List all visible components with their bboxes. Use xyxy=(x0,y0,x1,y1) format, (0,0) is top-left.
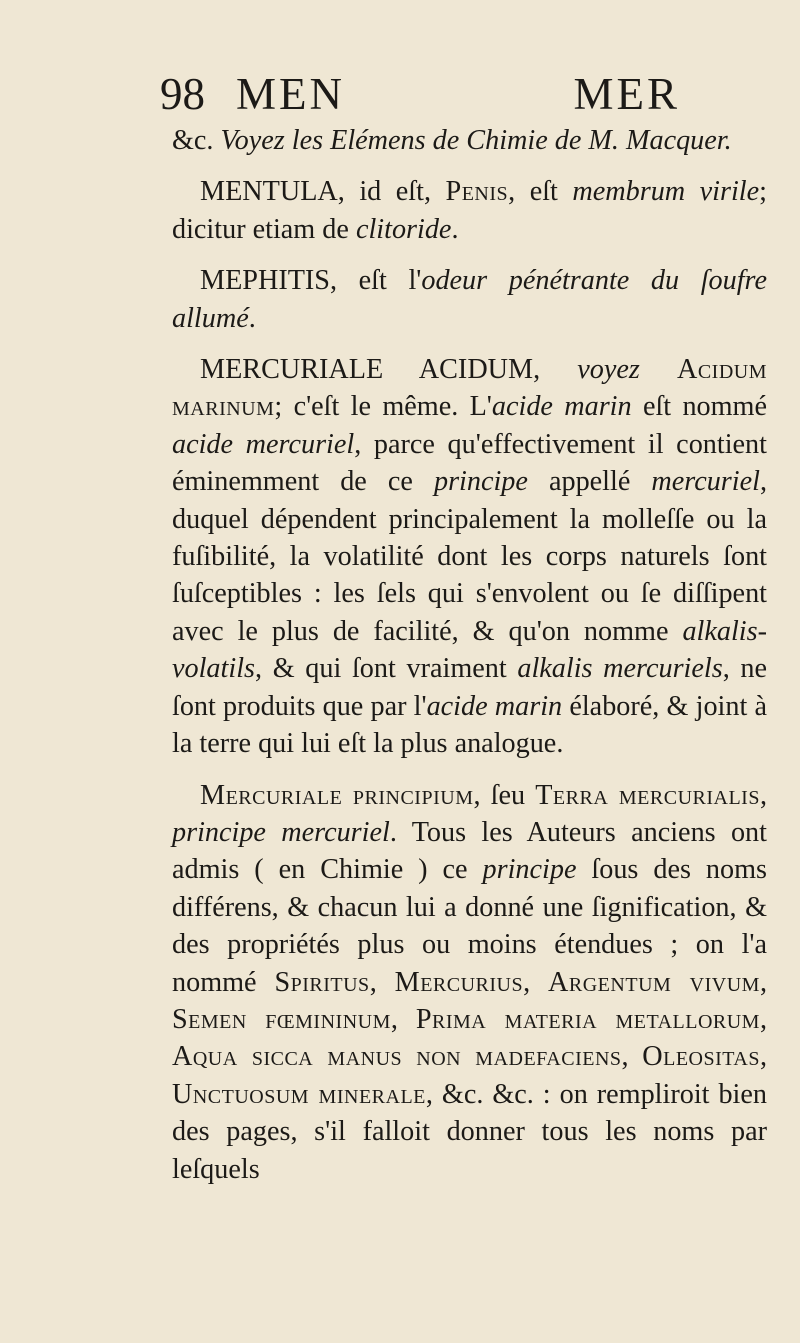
italic-term: clitoride xyxy=(355,213,452,245)
entry-headword: Mercuriale principium xyxy=(200,779,474,811)
italic-term: mercuriel xyxy=(651,466,760,498)
entry-text: . xyxy=(248,302,256,334)
italic-term: membrum virile xyxy=(572,176,760,208)
italic-term: acide marin xyxy=(426,690,563,722)
continuation-lead: &c. xyxy=(172,125,221,156)
entry-text: appellé xyxy=(527,466,652,498)
entry-text: , &c. &c. : on rempliroit bien des pages, s'il falloit donner tous les noms par leſquels xyxy=(172,1078,767,1185)
entry-text: , eſt l' xyxy=(329,265,422,297)
small-caps-term: Penis xyxy=(445,176,509,208)
small-caps-term: Mercurius xyxy=(394,966,524,998)
entry-text: élaboré, & joint à la terre qui lui eſt la plus analogue. xyxy=(172,690,767,760)
italic-term: principe xyxy=(482,854,577,886)
entry-text xyxy=(640,354,677,385)
entry-text: , xyxy=(621,1041,643,1073)
entry-text: , ſeu xyxy=(473,779,536,811)
small-caps-term: Oleositas xyxy=(642,1041,760,1073)
small-caps-term: Aqua sicca manus non madefaciens xyxy=(172,1041,622,1073)
small-caps-term: Terra mercurialis xyxy=(535,779,760,811)
entry-mephitis xyxy=(172,262,767,337)
entry-text: ſous des noms différens, & chacun lui a donné une ſignification, & des propriétés plus ou moins étendues ; on l'a nommé xyxy=(172,854,767,998)
entry-text: , xyxy=(369,966,395,998)
entry-text: , xyxy=(759,779,768,811)
italic-term: principe mercuriel xyxy=(172,816,390,848)
small-caps-term: Prima materia metallorum xyxy=(415,1003,760,1035)
entry-text: , & qui ſont vraiment xyxy=(255,653,518,685)
small-caps-term: Semen fœmininum xyxy=(172,1003,391,1035)
italic-term: odeur pénétrante du ſoufre allumé xyxy=(172,265,767,334)
continuation-paragraph xyxy=(172,122,767,159)
entry-headword: MENTULA xyxy=(200,176,338,208)
continuation-reference: Voyez les Elémens de Chimie de M. Macquer. xyxy=(220,125,732,156)
small-caps-term: Spiritus xyxy=(274,966,370,998)
entry-text: eſt nommé xyxy=(631,391,767,423)
entry-text: ; c'eſt le même. L' xyxy=(274,391,492,423)
entry-text: , xyxy=(759,1003,768,1035)
entry-text: , xyxy=(523,966,549,998)
italic-term: alkalis mercuriels xyxy=(517,653,723,685)
entry-text: , xyxy=(759,966,767,998)
entry-text: , xyxy=(533,354,578,386)
entry-text: , id eſt, xyxy=(337,176,446,208)
entry-mercuriale-acidum xyxy=(172,351,767,762)
entry-text: , parce qu'effectivement il contient éminemment de ce xyxy=(172,428,767,498)
entry-text: , xyxy=(759,1041,767,1073)
entry-text: , eſt xyxy=(508,176,573,208)
entry-text: . xyxy=(451,213,459,245)
body-text xyxy=(172,122,767,1188)
entry-headword: MERCURIALE ACIDUM xyxy=(200,354,534,386)
italic-term: voyez xyxy=(577,354,640,386)
page-number: 98 xyxy=(160,69,205,119)
entry-mentula xyxy=(172,173,767,248)
small-caps-term: Unctuosum minerale xyxy=(172,1078,426,1110)
entry-mercuriale-principium xyxy=(172,777,767,1188)
entry-text: ; dicitur etiam de xyxy=(172,176,767,245)
small-caps-term: Argentum vivum xyxy=(548,966,760,998)
entry-headword: MEPHITIS xyxy=(200,265,330,297)
entry-text: . Tous les Auteurs anciens ont admis ( en Chimie ) ce xyxy=(172,816,767,886)
italic-term: acide mercuriel xyxy=(172,428,355,460)
running-header xyxy=(160,68,680,120)
entry-text: , xyxy=(390,1003,416,1035)
italic-term: principe xyxy=(433,466,528,498)
italic-term: acide marin xyxy=(491,391,632,423)
left-running-headword: MEN xyxy=(236,69,345,119)
entry-text: , duquel dépendent principalement la molleſſe ou la fuſibilité, la volatilité dont les corps naturels ſont ſuſceptibles : les ſels qui s'envolent ou ſe diſſipent avec le plus de facilité, & qu'on nomme xyxy=(172,466,767,647)
right-running-headword: MER xyxy=(573,69,680,119)
italic-term: alkalis-volatils xyxy=(172,615,767,685)
small-caps-term: Acidum marinum xyxy=(172,354,767,423)
entry-text: , ne ſont produits que par l' xyxy=(172,653,768,722)
